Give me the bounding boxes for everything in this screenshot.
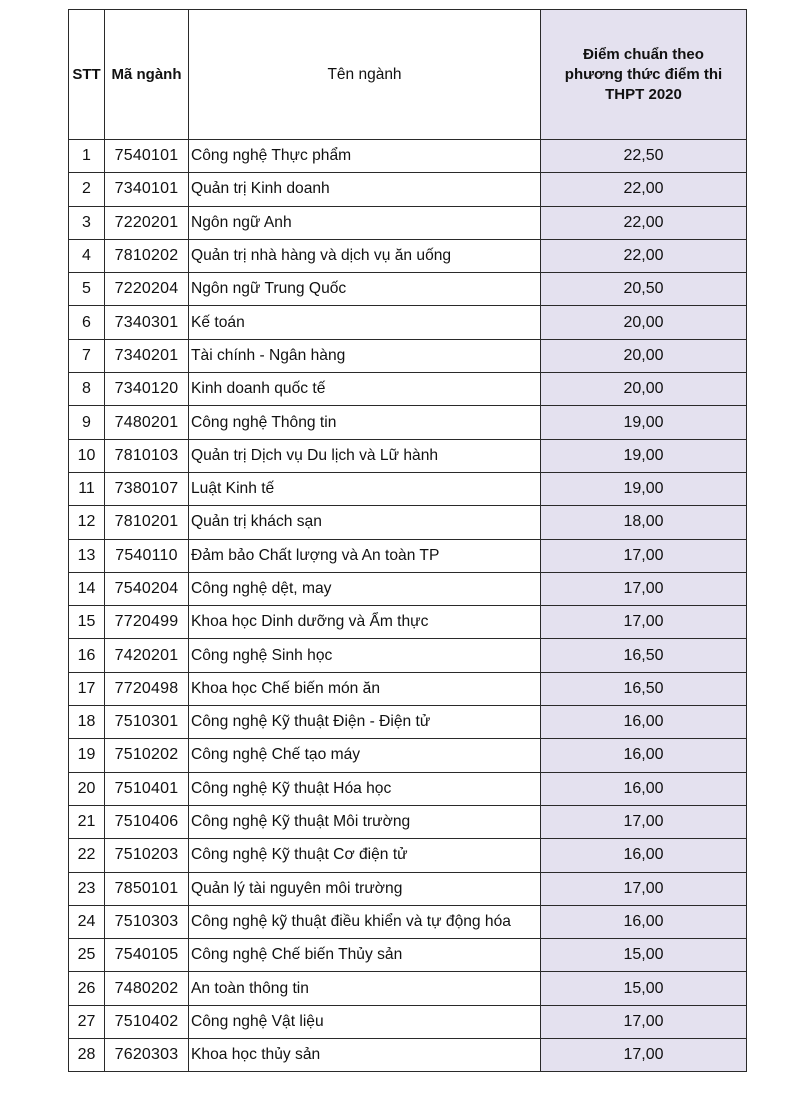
row-major-name: Luật Kinh tế [189,472,541,505]
admission-scores-table [68,9,747,1072]
header-stt: STT [69,10,105,140]
table-row [69,572,747,605]
row-major-code: 7850101 [105,872,189,905]
table-row [69,306,747,339]
row-major-name: An toàn thông tin [189,972,541,1005]
row-major-code: 7620303 [105,1039,189,1072]
table-row [69,805,747,838]
row-cutoff-score: 16,00 [541,739,747,772]
row-major-name: Kinh doanh quốc tế [189,373,541,406]
table-body [69,140,747,1072]
row-cutoff-score: 19,00 [541,439,747,472]
row-major-code: 7340101 [105,173,189,206]
row-stt: 24 [69,905,105,938]
table-row [69,339,747,372]
row-cutoff-score: 20,00 [541,373,747,406]
row-stt: 20 [69,772,105,805]
row-major-code: 7540101 [105,140,189,173]
header-cutoff-score: Điểm chuẩn theo phương thức điểm thi THPT 2020 [541,10,747,140]
table-row [69,639,747,672]
row-major-code: 7340201 [105,339,189,372]
row-stt: 28 [69,1039,105,1072]
row-stt: 7 [69,339,105,372]
table-row [69,373,747,406]
row-stt: 11 [69,472,105,505]
row-major-name: Ngôn ngữ Anh [189,206,541,239]
row-stt: 12 [69,506,105,539]
row-major-name: Ngôn ngữ Trung Quốc [189,273,541,306]
row-cutoff-score: 20,00 [541,339,747,372]
row-major-name: Quản lý tài nguyên môi trường [189,872,541,905]
row-cutoff-score: 18,00 [541,506,747,539]
row-major-code: 7340301 [105,306,189,339]
row-major-code: 7510402 [105,1005,189,1038]
row-major-name: Công nghệ Chế biến Thủy sản [189,939,541,972]
table-row [69,472,747,505]
row-cutoff-score: 22,00 [541,173,747,206]
row-stt: 17 [69,672,105,705]
row-major-name: Quản trị Dịch vụ Du lịch và Lữ hành [189,439,541,472]
row-stt: 18 [69,706,105,739]
row-major-code: 7720498 [105,672,189,705]
row-stt: 6 [69,306,105,339]
table-row [69,606,747,639]
row-cutoff-score: 17,00 [541,872,747,905]
table-row [69,173,747,206]
row-cutoff-score: 16,00 [541,905,747,938]
table-row [69,772,747,805]
table-row [69,506,747,539]
row-stt: 22 [69,839,105,872]
table-row [69,439,747,472]
row-major-name: Kế toán [189,306,541,339]
row-major-code: 7720499 [105,606,189,639]
row-major-name: Quản trị khách sạn [189,506,541,539]
row-major-name: Khoa học thủy sản [189,1039,541,1072]
table-row [69,539,747,572]
row-cutoff-score: 22,50 [541,140,747,173]
table-row [69,273,747,306]
row-major-code: 7510406 [105,805,189,838]
row-stt: 13 [69,539,105,572]
table-row [69,872,747,905]
row-major-name: Đảm bảo Chất lượng và An toàn TP [189,539,541,572]
row-cutoff-score: 15,00 [541,939,747,972]
row-major-code: 7540105 [105,939,189,972]
row-major-code: 7510202 [105,739,189,772]
row-major-name: Công nghệ Thực phẩm [189,140,541,173]
row-major-name: Công nghệ kỹ thuật điều khiển và tự động hóa [189,905,541,938]
row-major-code: 7810201 [105,506,189,539]
row-major-name: Khoa học Dinh dưỡng và Ẩm thực [189,606,541,639]
row-major-name: Tài chính - Ngân hàng [189,339,541,372]
table-row [69,672,747,705]
table-row [69,739,747,772]
row-cutoff-score: 16,00 [541,839,747,872]
row-stt: 2 [69,173,105,206]
row-cutoff-score: 17,00 [541,1005,747,1038]
row-cutoff-score: 22,00 [541,239,747,272]
table-row [69,206,747,239]
row-major-code: 7480201 [105,406,189,439]
row-major-name: Công nghệ dệt, may [189,572,541,605]
row-major-code: 7420201 [105,639,189,672]
row-major-code: 7510401 [105,772,189,805]
row-stt: 21 [69,805,105,838]
row-stt: 10 [69,439,105,472]
row-major-name: Công nghệ Chế tạo máy [189,739,541,772]
row-stt: 23 [69,872,105,905]
row-major-code: 7810202 [105,239,189,272]
row-major-name: Công nghệ Kỹ thuật Cơ điện tử [189,839,541,872]
row-major-name: Công nghệ Sinh học [189,639,541,672]
row-cutoff-score: 17,00 [541,539,747,572]
row-major-code: 7510203 [105,839,189,872]
table-row [69,939,747,972]
row-stt: 3 [69,206,105,239]
header-major-name: Tên ngành [189,10,541,140]
row-cutoff-score: 19,00 [541,406,747,439]
row-cutoff-score: 19,00 [541,472,747,505]
row-major-code: 7220201 [105,206,189,239]
row-major-name: Công nghệ Kỹ thuật Môi trường [189,805,541,838]
row-stt: 15 [69,606,105,639]
table-row [69,839,747,872]
table-row [69,1005,747,1038]
row-cutoff-score: 17,00 [541,1039,747,1072]
row-major-code: 7540204 [105,572,189,605]
row-cutoff-score: 15,00 [541,972,747,1005]
row-major-code: 7510301 [105,706,189,739]
header-major-code: Mã ngành [105,10,189,140]
row-stt: 5 [69,273,105,306]
row-major-name: Công nghệ Kỹ thuật Hóa học [189,772,541,805]
row-stt: 8 [69,373,105,406]
table-row [69,706,747,739]
row-cutoff-score: 16,50 [541,639,747,672]
row-cutoff-score: 17,00 [541,805,747,838]
row-stt: 19 [69,739,105,772]
table-row [69,972,747,1005]
row-stt: 27 [69,1005,105,1038]
row-stt: 9 [69,406,105,439]
row-stt: 16 [69,639,105,672]
row-cutoff-score: 17,00 [541,606,747,639]
row-major-name: Công nghệ Kỹ thuật Điện - Điện tử [189,706,541,739]
row-major-code: 7380107 [105,472,189,505]
row-cutoff-score: 16,00 [541,706,747,739]
row-major-code: 7540110 [105,539,189,572]
table-row [69,406,747,439]
row-major-name: Công nghệ Thông tin [189,406,541,439]
header-row [69,10,747,140]
row-stt: 26 [69,972,105,1005]
row-major-name: Công nghệ Vật liệu [189,1005,541,1038]
row-major-name: Quản trị nhà hàng và dịch vụ ăn uống [189,239,541,272]
row-stt: 1 [69,140,105,173]
row-major-name: Khoa học Chế biến món ăn [189,672,541,705]
row-cutoff-score: 22,00 [541,206,747,239]
table-row [69,1039,747,1072]
row-stt: 25 [69,939,105,972]
row-major-code: 7480202 [105,972,189,1005]
table-row [69,905,747,938]
row-major-name: Quản trị Kinh doanh [189,173,541,206]
row-major-code: 7340120 [105,373,189,406]
row-major-code: 7810103 [105,439,189,472]
table-row [69,140,747,173]
row-major-code: 7220204 [105,273,189,306]
row-stt: 14 [69,572,105,605]
row-cutoff-score: 20,00 [541,306,747,339]
row-cutoff-score: 17,00 [541,572,747,605]
row-cutoff-score: 20,50 [541,273,747,306]
row-cutoff-score: 16,00 [541,772,747,805]
row-major-code: 7510303 [105,905,189,938]
row-cutoff-score: 16,50 [541,672,747,705]
table-row [69,239,747,272]
row-stt: 4 [69,239,105,272]
